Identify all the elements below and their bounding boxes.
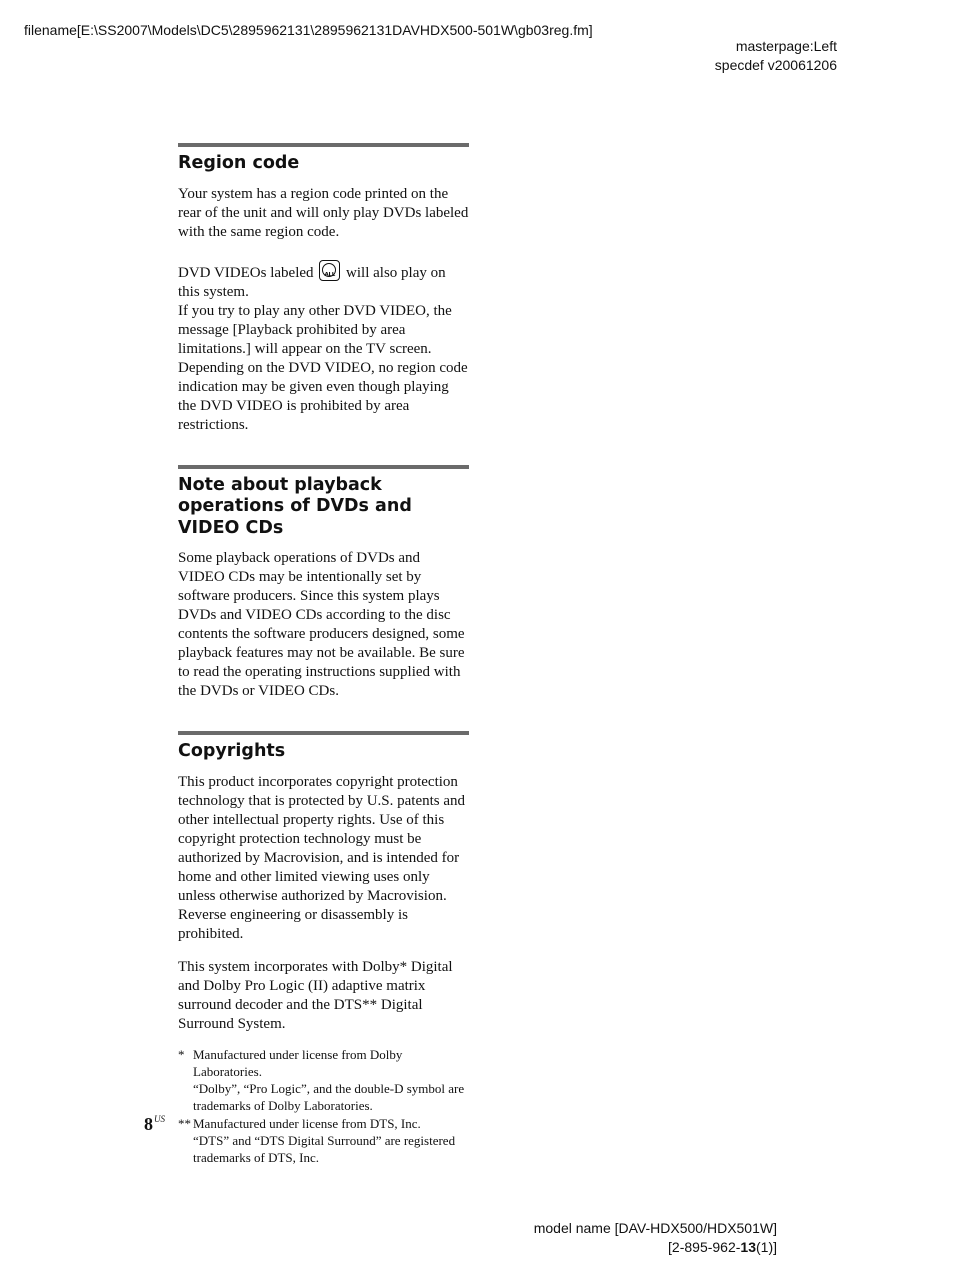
main-column — [178, 143, 469, 1167]
footnote-line: Manufactured under license from Dolby Laboratories. — [193, 1046, 403, 1079]
section-rule — [178, 731, 469, 735]
footnote-mark: ** — [178, 1115, 191, 1131]
copyrights-paragraph-2: This system incorporates with Dolby* Digital and Dolby Pro Logic (II) adaptive matrix surround decoder and the DTS** Digital Surround System. — [178, 958, 453, 1032]
page-number-value: 8 — [144, 1114, 153, 1134]
note-heading-line-3: VIDEO CDs — [178, 517, 284, 538]
footnote-line: “Dolby”, “Pro Logic”, and the double-D symbol are trademarks of Dolby Laboratories. — [193, 1081, 465, 1114]
note-playback-paragraph: Some playback operations of DVDs and VIDEO CDs may be intentionally set by software producers. Since this system plays DVDs and VIDEO CDs according to the disc contents the software producers designed, some playback features may not be available. Be sure to read the operating instructions supplied with the DVDs or VIDEO CDs. — [178, 550, 465, 699]
footer-part-code — [534, 1238, 777, 1257]
note-playback-heading — [178, 475, 469, 540]
footnote-line: “DTS” and “DTS Digital Surround” are registered trademarks of DTS, Inc. — [193, 1132, 456, 1166]
region-code-paragraph-1: Your system has a region code printed on the rear of the unit and will only play DVDs labeled with the same region code. — [178, 185, 469, 240]
footnote-dolby — [178, 1046, 469, 1115]
region-code-paragraph-2 — [178, 260, 469, 302]
copyrights-paragraph-1: This product incorporates copyright protection technology that is protected by U.S. patents and other intellectual property rights. Use of this copyright protection technology must be authorized by Macrovision, and is intended for home and other limited viewing uses only unless otherwise authorized by Macrovision. Reverse engineering or disassembly is prohibited. — [178, 773, 466, 942]
region-all-disc-icon — [319, 260, 340, 281]
footnote-dts — [178, 1115, 469, 1167]
footnote-text — [193, 1046, 469, 1115]
footer-code-suffix: (1)] — [756, 1239, 777, 1255]
footer-code-bold: 13 — [740, 1239, 756, 1255]
footnote-mark: * — [178, 1046, 185, 1062]
footnotes — [178, 1046, 469, 1167]
footnote-text — [193, 1115, 469, 1167]
note-heading-line-2: operations of DVDs and — [178, 496, 412, 516]
footer-meta — [534, 1219, 777, 1257]
header-filename: filename[E:\SS2007\Models\DC5\2895962131\2895962131DAVHDX500-501W\gb03reg.fm] — [24, 22, 593, 38]
section-rule — [178, 143, 469, 147]
footnote-line: Manufactured under license from DTS, Inc. — [193, 1115, 421, 1131]
region-code-paragraph-3: If you try to play any other DVD VIDEO, the message [Playback prohibited by area limitations.] will appear on the TV screen. Depending on the DVD VIDEO, no region code indication may be given even though playing the DVD VIDEO is prohibited by area restrictions. — [178, 302, 468, 433]
header-meta — [715, 37, 837, 75]
region-icon-label: ALL — [324, 271, 336, 278]
page-number — [144, 1114, 165, 1135]
header-masterpage: masterpage:Left — [735, 38, 837, 54]
footer-code-prefix: [2-895-962- — [668, 1239, 741, 1255]
page-number-suffix: US — [154, 1114, 165, 1124]
header-specdef: specdef v20061206 — [714, 57, 837, 73]
note-heading-line-1: Note about playback — [178, 474, 382, 495]
region-code-heading: Region code — [178, 153, 300, 173]
region-code-text-before-icon: DVD VIDEOs labeled — [178, 264, 314, 281]
section-rule — [178, 465, 469, 469]
footer-model-name: model name [DAV-HDX500/HDX501W] — [533, 1220, 777, 1236]
copyrights-heading: Copyrights — [178, 741, 286, 761]
region-code-text-after-icon: will also play on this system. — [178, 264, 446, 300]
